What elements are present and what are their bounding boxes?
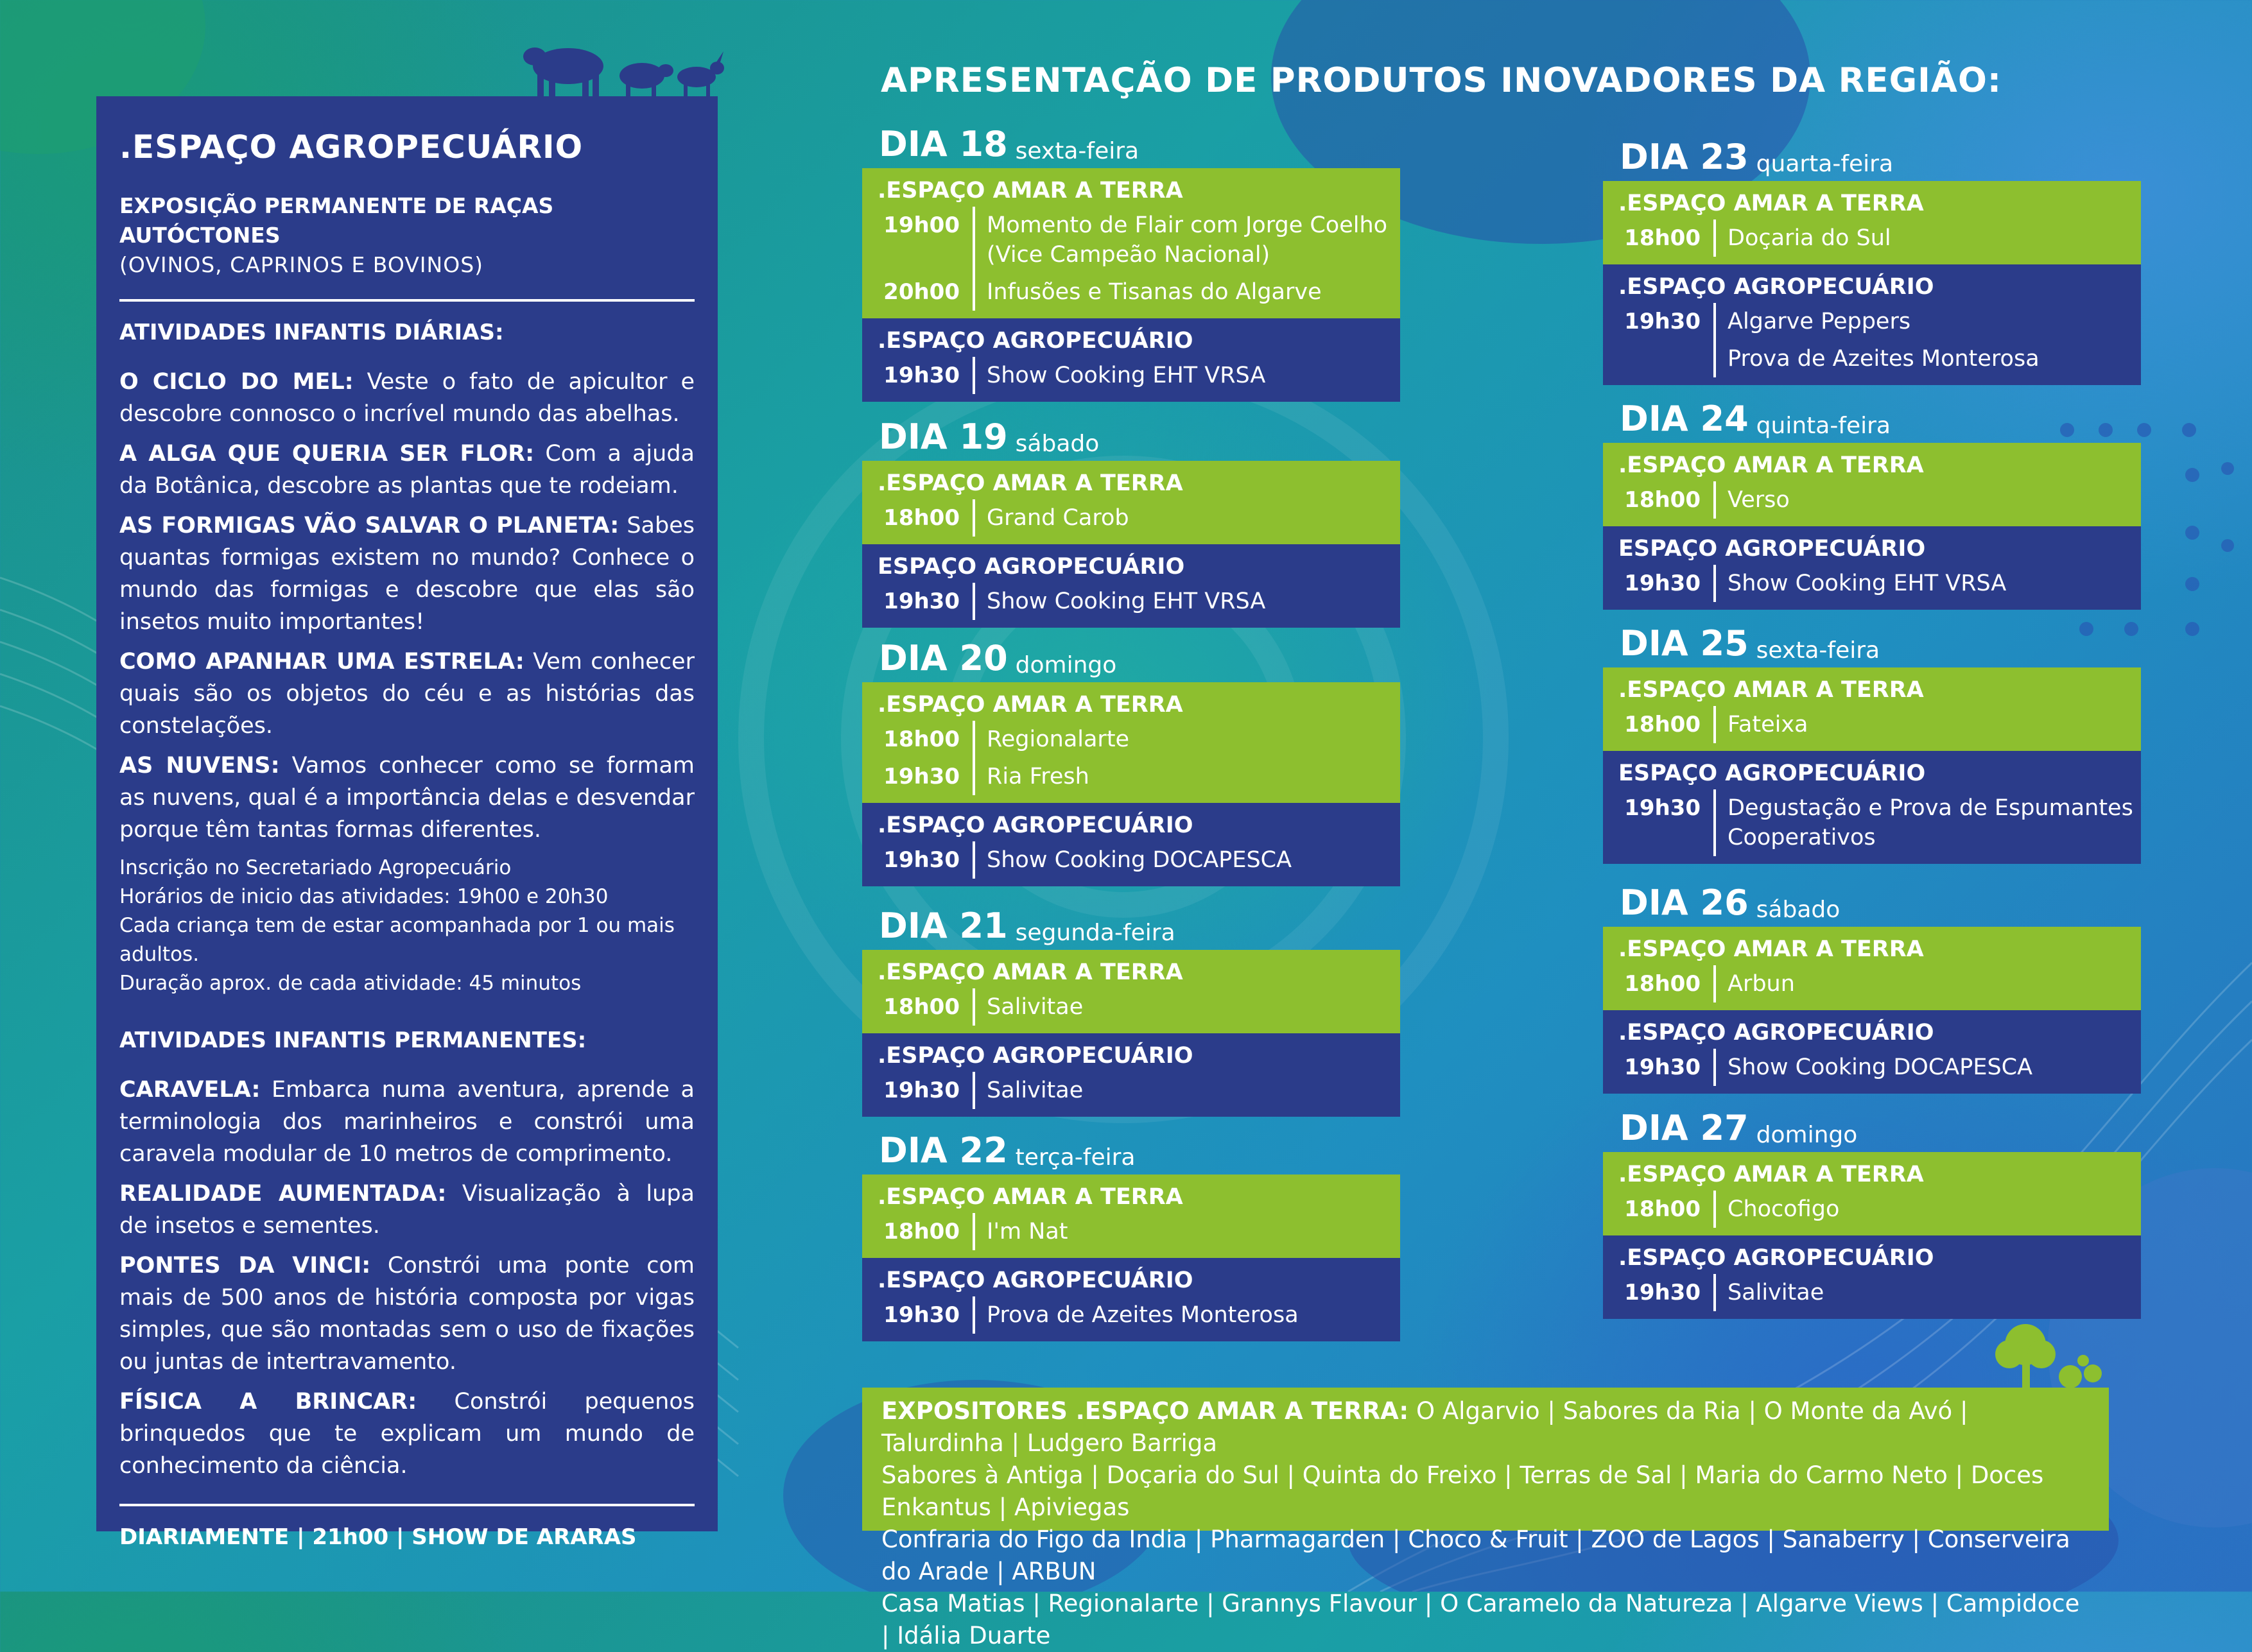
event-row	[1618, 789, 2141, 856]
event-name	[973, 841, 1400, 879]
venue-section	[1603, 264, 2141, 385]
venue-section	[1603, 1010, 2141, 1094]
venue-section	[862, 682, 1400, 803]
event-time: 19h30	[883, 589, 960, 614]
event-row	[878, 758, 1400, 795]
activity-item: REALIDADE AUMENTADA: Visualização à lupa de insetos e sementes.	[119, 1181, 695, 1239]
event-title: Fateixa	[1728, 712, 1808, 737]
venue-title: .ESPAÇO AGROPECUÁRIO	[1618, 1020, 1934, 1045]
day-number: DIA 19	[879, 417, 1008, 457]
day-block	[1603, 1107, 2141, 1319]
event-time: 19h30	[883, 1078, 960, 1103]
venue-title: .ESPAÇO AGROPECUÁRIO	[878, 1268, 1193, 1293]
venue-title: ESPAÇO AGROPECUÁRIO	[1618, 536, 1926, 562]
activity-item: AS FORMIGAS VÃO SALVAR O PLANETA: Sabes quantas formigas existem no mundo? Conhece o mundo das formigas e descobre que elas são insetos muito importantes!	[119, 513, 695, 635]
venue-title: ESPAÇO AGROPECUÁRIO	[1618, 761, 1926, 786]
event-time: 18h00	[1624, 971, 1701, 997]
event-name	[1713, 1049, 2141, 1086]
venue-section	[1603, 443, 2141, 526]
event-title: Show Cooking DOCAPESCA	[1728, 1054, 2033, 1080]
venue-title: .ESPAÇO AMAR A TERRA	[1618, 191, 1924, 216]
day-block	[862, 123, 1400, 402]
event-row	[878, 499, 1400, 537]
venue-title: .ESPAÇO AGROPECUÁRIO	[878, 813, 1193, 838]
venue-title: ESPAÇO AGROPECUÁRIO	[878, 554, 1185, 580]
venue-section	[1603, 751, 2141, 864]
event-subtitle: (Vice Campeão Nacional)	[987, 242, 1270, 268]
event-time: 18h00	[883, 994, 960, 1020]
venue-title: .ESPAÇO AGROPECUÁRIO	[1618, 1245, 1934, 1271]
activity-item: FÍSICA A BRINCAR: Constrói pequenos brinquedos que te explicam um mundo de conhecimento da ciência.	[119, 1389, 695, 1479]
event-time: 20h00	[883, 279, 960, 305]
venue-title: .ESPAÇO AMAR A TERRA	[878, 959, 1183, 985]
venue-section	[862, 1258, 1400, 1341]
venue-section	[862, 461, 1400, 544]
day-heading	[1603, 623, 2141, 667]
event-title: Doçaria do Sul	[1728, 225, 1891, 251]
venue-title: .ESPAÇO AMAR A TERRA	[1618, 677, 1924, 703]
event-name	[1713, 219, 2141, 257]
exhibitors-line: Confraria do Figo da India | Pharmagarden | Choco & Fruit | ZOO de Lagos | Sanaberry | Conserveira do Arade | ARBUN	[881, 1526, 2070, 1585]
event-title: Infusões e Tisanas do Algarve	[987, 279, 1322, 305]
venue-section	[862, 544, 1400, 628]
event-title: Salivitae	[987, 1078, 1084, 1103]
venue-title: .ESPAÇO AMAR A TERRA	[878, 470, 1183, 496]
event-time: 19h30	[883, 363, 960, 388]
event-name	[1713, 340, 2141, 377]
event-name	[973, 357, 1400, 394]
event-time: 19h30	[1624, 309, 1701, 334]
day-block	[1603, 136, 2141, 385]
day-heading	[1603, 882, 2141, 927]
event-title: Regionalarte	[987, 727, 1130, 752]
event-time: 18h00	[1624, 712, 1701, 737]
event-time: 18h00	[1624, 1196, 1701, 1222]
event-name	[1713, 481, 2141, 519]
event-row	[878, 1296, 1400, 1334]
venue-section	[1603, 1152, 2141, 1235]
event-title: Prova de Azeites Monterosa	[987, 1302, 1299, 1328]
note: Cada criança tem de estar acompanhada por 1 ou mais adultos.	[119, 914, 675, 966]
day-heading	[862, 905, 1400, 950]
event-title: Show Cooking EHT VRSA	[1728, 571, 2007, 596]
day-weekday: quarta-feira	[1756, 151, 1894, 177]
day-number: DIA 20	[879, 638, 1008, 678]
event-name	[1713, 965, 2141, 1002]
exhibitors-line: EXPOSITORES .ESPAÇO AMAR A TERRA: O Algarvio | Sabores da Ria | O Monte da Avó | Talurdinha | Ludgero Barriga	[881, 1397, 1968, 1457]
day-block	[862, 416, 1400, 628]
tree-icon	[1987, 1322, 2115, 1390]
event-time: 18h00	[883, 1219, 960, 1244]
activity-item: A ALGA QUE QUERIA SER FLOR: Com a ajuda da Botânica, descobre as plantas que te rodeiam.	[119, 441, 695, 499]
venue-section	[862, 1033, 1400, 1117]
divider	[119, 1504, 695, 1506]
note: Inscrição no Secretariado Agropecuário	[119, 856, 512, 879]
event-time: 19h30	[883, 847, 960, 873]
event-row	[878, 207, 1400, 273]
event-name	[973, 583, 1400, 620]
venue-title: .ESPAÇO AMAR A TERRA	[878, 1184, 1183, 1210]
event-time: 19h30	[1624, 795, 1701, 821]
venue-section	[1603, 1235, 2141, 1319]
venue-section	[1603, 667, 2141, 751]
event-title: Show Cooking DOCAPESCA	[987, 847, 1292, 873]
day-number: DIA 27	[1620, 1108, 1749, 1148]
event-name	[973, 1296, 1400, 1334]
day-weekday: sábado	[1756, 897, 1841, 923]
day-weekday: domingo	[1756, 1122, 1858, 1148]
venue-section	[1603, 927, 2141, 1010]
daily-show: DIARIAMENTE | 21h00 | SHOW DE ARARAS	[119, 1524, 637, 1550]
event-title: Ria Fresh	[987, 764, 1089, 789]
event-row	[1618, 1049, 2141, 1086]
event-title: Salivitae	[987, 994, 1084, 1020]
event-row	[1618, 481, 2141, 519]
venue-title: .ESPAÇO AMAR A TERRA	[1618, 452, 1924, 478]
day-weekday: segunda-feira	[1015, 920, 1175, 946]
day-heading	[862, 123, 1400, 168]
exhibitors-line: Sabores à Antiga | Doçaria do Sul | Quinta do Freixo | Terras de Sal | Maria do Carmo Neto | Doces Enkantus | Apiviegas	[881, 1461, 2044, 1521]
venue-section	[862, 803, 1400, 886]
day-heading	[1603, 136, 2141, 181]
event-time: 19h30	[1624, 1054, 1701, 1080]
day-heading	[862, 1130, 1400, 1174]
event-name	[973, 758, 1400, 795]
event-name	[1713, 303, 2141, 340]
event-row	[878, 1213, 1400, 1250]
event-time: 19h30	[1624, 1280, 1701, 1305]
divider	[119, 299, 695, 302]
event-time: 18h00	[1624, 487, 1701, 513]
venue-title: .ESPAÇO AGROPECUÁRIO	[878, 328, 1193, 354]
event-row	[1618, 1191, 2141, 1228]
event-title: Verso	[1728, 487, 1790, 513]
day-weekday: sexta-feira	[1015, 138, 1139, 164]
event-time: 19h00	[883, 212, 960, 238]
venue-section	[1603, 181, 2141, 264]
exhibitors-box	[862, 1388, 2109, 1649]
event-name	[1713, 789, 2141, 856]
day-block	[1603, 882, 2141, 1094]
event-row	[1618, 1274, 2141, 1311]
event-name	[973, 988, 1400, 1026]
event-row	[1618, 219, 2141, 257]
cow-icon	[523, 47, 603, 98]
event-row	[1618, 340, 2141, 377]
event-name	[1713, 1191, 2141, 1228]
day-weekday: domingo	[1015, 652, 1117, 678]
event-title: I'm Nat	[987, 1219, 1068, 1244]
day-number: DIA 24	[1620, 399, 1749, 439]
activity-item: AS NUVENS: Vamos conhecer como se formam as nuvens, qual é a importância delas e desvendar porque têm tantas formas diferentes.	[119, 753, 695, 843]
event-title: Show Cooking EHT VRSA	[987, 363, 1266, 388]
event-title: Salivitae	[1728, 1280, 1824, 1305]
note: Horários de inicio das atividades: 19h00 e 20h30	[119, 885, 609, 908]
livestock-illustration	[523, 37, 729, 101]
event-title: Chocofigo	[1728, 1196, 1840, 1222]
venue-title: .ESPAÇO AMAR A TERRA	[1618, 936, 1924, 962]
event-name	[1713, 565, 2141, 602]
permanent-activities-heading: ATIVIDADES INFANTIS PERMANENTES:	[119, 1028, 587, 1053]
event-time: 18h00	[883, 505, 960, 531]
day-block	[1603, 623, 2141, 864]
exhibition-title: EXPOSIÇÃO PERMANENTE DE RAÇAS AUTÓCTONES	[119, 193, 554, 248]
event-row	[878, 583, 1400, 620]
event-name	[973, 207, 1400, 273]
day-number: DIA 18	[879, 124, 1008, 164]
exhibition-subtitle: (OVINOS, CAPRINOS E BOVINOS)	[119, 252, 484, 277]
agro-space-panel	[96, 96, 718, 1550]
event-time: 19h30	[883, 764, 960, 789]
event-time: 19h30	[883, 1302, 960, 1328]
event-name	[1713, 706, 2141, 743]
day-weekday: terça-feira	[1015, 1144, 1136, 1171]
event-name	[973, 499, 1400, 537]
day-block	[1603, 398, 2141, 610]
day-block	[862, 637, 1400, 886]
event-row	[878, 841, 1400, 879]
event-row	[1618, 965, 2141, 1002]
day-number: DIA 26	[1620, 882, 1749, 923]
venue-title: .ESPAÇO AGROPECUÁRIO	[1618, 274, 1934, 300]
day-heading	[1603, 1107, 2141, 1152]
activity-item: CARAVELA: Embarca numa aventura, aprende a terminologia dos marinheiros e constrói uma caravela modular de 10 metros de comprimento.	[119, 1077, 695, 1167]
exhibitors-line: Casa Matias | Regionalarte | Grannys Flavour | O Caramelo da Natureza | Algarve Views | Campidoce | Idália Duarte	[881, 1590, 2080, 1649]
event-row	[878, 721, 1400, 758]
page-title: APRESENTAÇÃO DE PRODUTOS INOVADORES DA REGIÃO:	[881, 61, 2002, 100]
event-row	[878, 357, 1400, 394]
event-name	[973, 273, 1400, 311]
activity-item: PONTES DA VINCI: Constrói uma ponte com mais de 500 anos de história composta por vigas simples, que são montadas sem o uso de fixações ou juntas de intertravamento.	[119, 1253, 695, 1375]
event-name	[973, 1072, 1400, 1109]
event-title: Arbun	[1728, 971, 1795, 997]
day-heading	[862, 416, 1400, 461]
day-number: DIA 23	[1620, 137, 1749, 177]
event-title: Show Cooking EHT VRSA	[987, 589, 1266, 614]
venue-section	[1603, 526, 2141, 610]
day-number: DIA 25	[1620, 623, 1749, 664]
event-name	[1713, 1274, 2141, 1311]
day-block	[862, 1130, 1400, 1341]
day-number: DIA 22	[879, 1130, 1008, 1171]
event-row	[1618, 565, 2141, 602]
day-weekday: quinta-feira	[1756, 413, 1891, 439]
day-heading	[1603, 398, 2141, 443]
event-time: 18h00	[883, 727, 960, 752]
event-title: Algarve Peppers	[1728, 309, 1911, 334]
event-title: Grand Carob	[987, 505, 1129, 531]
day-block	[862, 905, 1400, 1117]
daily-activities-heading: ATIVIDADES INFANTIS DIÁRIAS:	[119, 320, 504, 345]
panel-title: .ESPAÇO AGROPECUÁRIO	[119, 128, 584, 166]
note: Duração aprox. de cada atividade: 45 minutos	[119, 972, 582, 995]
event-row	[878, 1072, 1400, 1109]
venue-section	[862, 1174, 1400, 1258]
venue-section	[862, 318, 1400, 402]
event-title: Degustação e Prova de Espumantes	[1728, 795, 2133, 821]
event-time: 19h30	[1624, 571, 1701, 596]
event-subtitle: Cooperativos	[1728, 825, 1876, 850]
venue-title: .ESPAÇO AMAR A TERRA	[1618, 1162, 1924, 1187]
venue-section	[862, 950, 1400, 1033]
day-number: DIA 21	[879, 906, 1008, 946]
activity-item: COMO APANHAR UMA ESTRELA: Vem conhecer quais são os objetos do céu e as histórias das constelações.	[119, 649, 695, 739]
event-row	[878, 988, 1400, 1026]
day-weekday: sexta-feira	[1756, 637, 1880, 664]
venue-title: .ESPAÇO AMAR A TERRA	[878, 692, 1183, 718]
event-name	[973, 1213, 1400, 1250]
event-row	[878, 273, 1400, 311]
day-heading	[862, 637, 1400, 682]
event-title: Prova de Azeites Monterosa	[1728, 346, 2040, 372]
day-weekday: sábado	[1015, 431, 1100, 457]
activity-item: O CICLO DO MEL: Veste o fato de apicultor e descobre connosco o incrível mundo das abelhas.	[119, 369, 695, 427]
venue-title: .ESPAÇO AMAR A TERRA	[878, 178, 1183, 203]
event-time	[1618, 340, 1713, 377]
venue-section	[862, 168, 1400, 318]
event-title: Momento de Flair com Jorge Coelho	[987, 212, 1388, 238]
event-name	[973, 721, 1400, 758]
event-row	[1618, 303, 2141, 340]
event-time: 18h00	[1624, 225, 1701, 251]
goat-icon	[677, 51, 724, 100]
sheep-icon	[619, 63, 673, 100]
venue-title: .ESPAÇO AGROPECUÁRIO	[878, 1043, 1193, 1069]
event-row	[1618, 706, 2141, 743]
